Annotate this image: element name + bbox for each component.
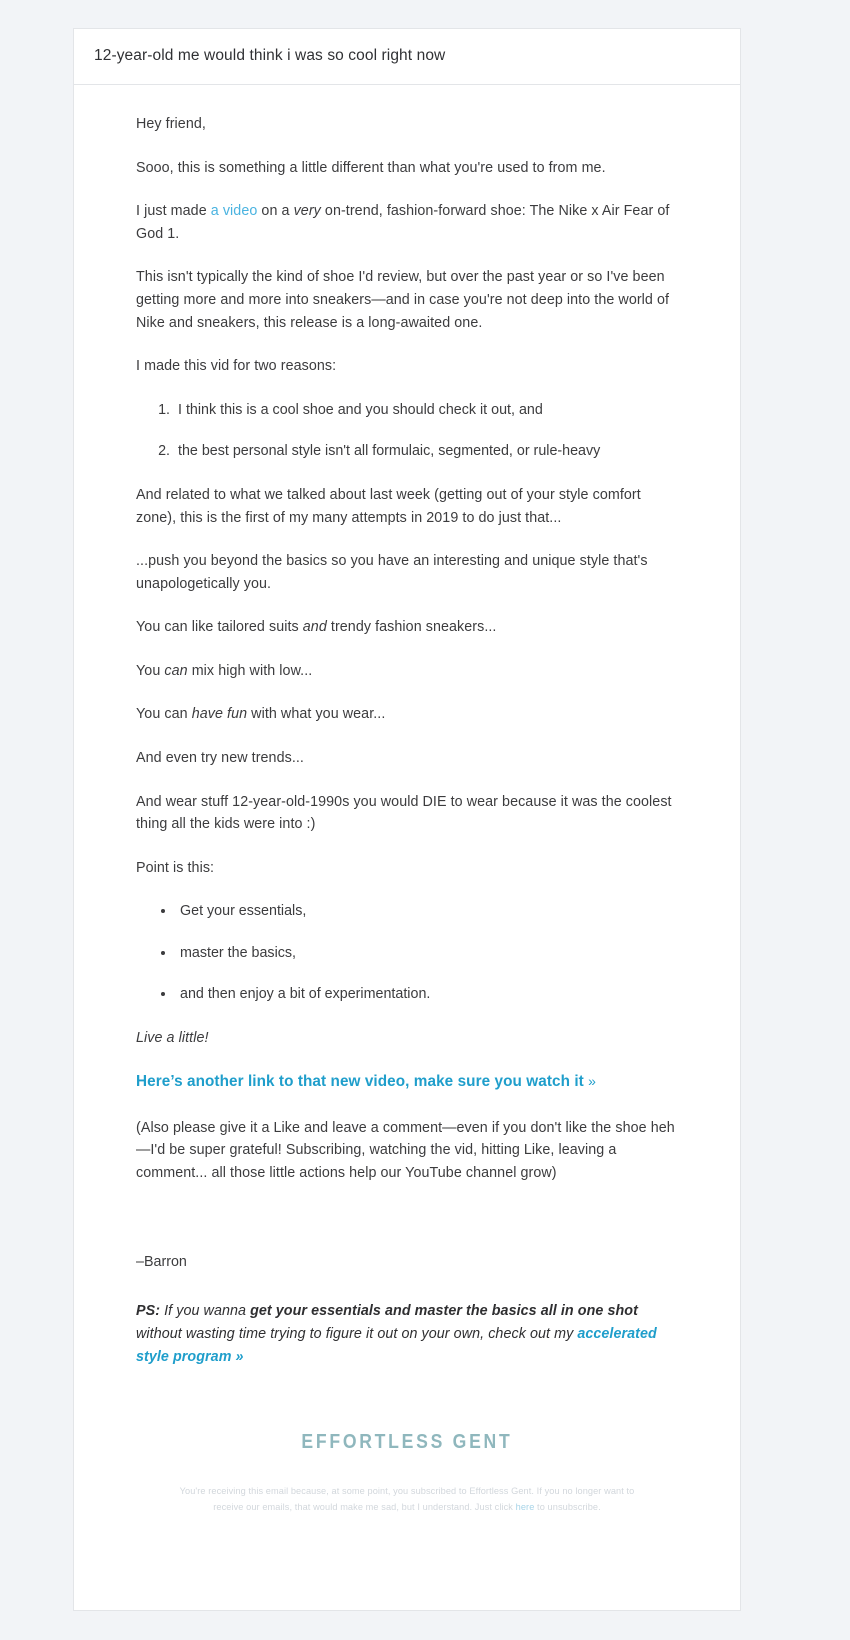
mix-before: You [136, 662, 165, 679]
list-item: • Get your essentials, [176, 900, 680, 923]
have-fun-emphasis: have fun [191, 706, 248, 723]
greeting-paragraph: Hey friend, [136, 116, 206, 133]
fineprint-after: to unsubscribe. [534, 1502, 601, 1513]
video-paragraph [136, 200, 680, 245]
unsubscribe-link[interactable]: here [515, 1502, 535, 1513]
brand-logo: EFFORTLESS GENT [301, 1431, 513, 1454]
ps-label: PS: [136, 1302, 161, 1319]
live-a-little-emphasis: Live a little! [136, 1030, 209, 1047]
ps-paragraph [136, 1300, 680, 1369]
watch-video-link-text: Here’s another link to that new video, make sure you watch it [136, 1072, 584, 1090]
die-paragraph: And wear stuff 12-year-old-1990s you would DIE to wear because it was the coolest thing all the kids were into :) [136, 793, 672, 833]
push-paragraph: ...push you beyond the basics so you have an interesting and unique style that's unapologetically you. [136, 553, 648, 592]
points-list [136, 900, 680, 1006]
lastweek-paragraph: And related to what we talked about last week (getting out of your style comfort zone), this is the first of my many attempts in 2019 to do just that... [136, 486, 641, 526]
email-footer [74, 1379, 740, 1556]
suits-after: trendy fashion sneakers... [326, 619, 497, 636]
ps-italic-two: without wasting time trying to figure it out on your own, check out my [136, 1326, 578, 1342]
unsubscribe-fineprint [172, 1484, 642, 1516]
footer-spacer [74, 1556, 740, 1610]
email-body [74, 85, 740, 1369]
also-paragraph: (Also please give it a Like and leave a comment—even if you don't like the shoe heh—I'd be super grateful! Subscribing, watching the vid, hitting Like, leaving a comment... all those little actions help our YouTube channel grow) [136, 1119, 675, 1181]
suits-before: You can like tailored suits [136, 619, 303, 636]
list-item: • and then enjoy a bit of experimentation. [176, 983, 680, 1006]
list-item: 1. I think this is a cool shoe and you should check it out, and [174, 399, 680, 422]
fun-paragraph [136, 703, 680, 726]
live-a-little-paragraph [136, 1027, 680, 1050]
watch-video-link[interactable] [136, 1071, 680, 1094]
list-item: • master the basics, [176, 942, 680, 965]
reasons-list [136, 399, 680, 463]
very-emphasis: very [293, 203, 321, 220]
fun-before: You can [136, 706, 192, 723]
signature-spacer [136, 1205, 680, 1251]
email-subject: 12-year-old me would think i was so cool right now [94, 47, 446, 64]
suits-paragraph [136, 616, 680, 639]
ps-bold-one: get your essentials and master the basics all in one shot [250, 1302, 638, 1319]
fineprint-before: You're receiving this email because, at some point, you subscribed to Effortless Gent. If you no longer want to receive our emails, that would make me sad, but I understand. Just click [179, 1486, 635, 1513]
and-emphasis: and [302, 619, 327, 636]
review-paragraph: This isn't typically the kind of shoe I'd review, but over the past year or so I've been getting more and more into sneakers—and in case you're not deep into the world of Nike and sneakers, this release is a long-awaited one. [136, 269, 670, 331]
trends-paragraph: And even try new trends... [136, 749, 304, 766]
chevron-right-icon: » [588, 1072, 597, 1089]
email-subject-bar [74, 29, 740, 85]
reasons-lead-paragraph: I made this vid for two reasons: [136, 358, 337, 375]
signature: –Barron [136, 1254, 187, 1271]
video-para-before: I just made [136, 203, 211, 220]
ps-italic-one: If you wanna [160, 1302, 251, 1319]
a-video-link[interactable]: a video [210, 203, 258, 220]
fun-after: with what you wear... [247, 706, 386, 723]
list-item: 2. the best personal style isn't all formulaic, segmented, or rule-heavy [174, 440, 680, 463]
video-para-mid: on a [257, 203, 294, 220]
can-emphasis: can [164, 662, 188, 679]
intro-paragraph: Sooo, this is something a little different than what you're used to from me. [136, 159, 606, 176]
mix-paragraph [136, 660, 680, 683]
point-paragraph: Point is this: [136, 859, 215, 876]
mix-after: mix high with low... [187, 662, 313, 679]
ps-link-text: accelerated style program [136, 1326, 657, 1366]
video-para-after: on-trend, fashion-forward shoe: The Nike x Air Fear of God 1. [136, 203, 670, 242]
chevron-right-icon: » [235, 1349, 244, 1366]
email-card [73, 28, 741, 1611]
